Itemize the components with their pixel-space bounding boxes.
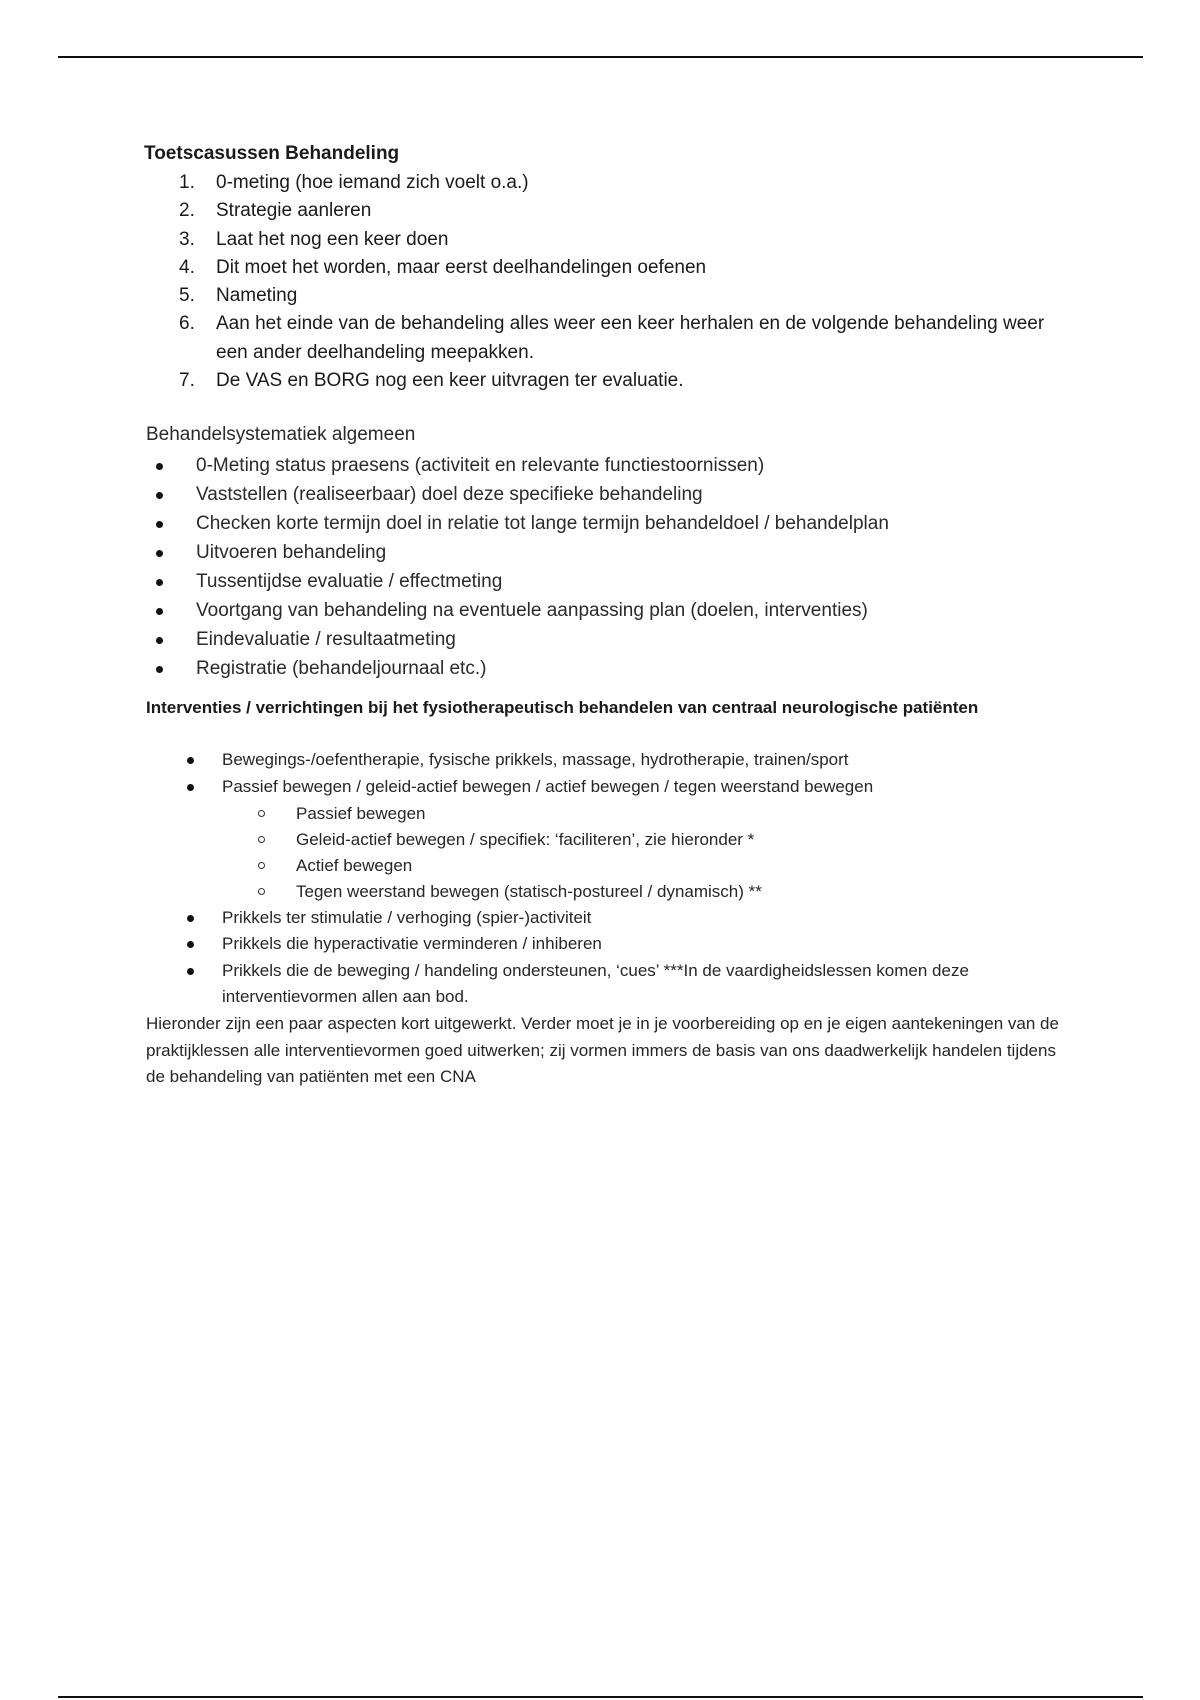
list-item <box>144 169 1064 197</box>
list-item <box>144 596 1064 625</box>
bullet-icon <box>187 784 194 791</box>
sub-list-item <box>220 853 1064 879</box>
circle-bullet-icon <box>258 862 265 869</box>
list-item <box>144 905 1064 932</box>
list-item-text: Strategie aanleren <box>216 200 372 222</box>
section-title-toetscasussen: Toetscasussen Behandeling <box>144 143 400 164</box>
document-body <box>144 142 1064 1091</box>
list-item <box>144 282 1064 310</box>
list-item <box>144 625 1064 654</box>
closing-paragraph: Hieronder zijn een paar aspecten kort uitgewerkt. Verder moet je in je voorbereiding op en je eigen aantekeningen van de praktijklessen alle interventievormen goed uitwerken; zij vormen immers de basis van ons daadwerkelijk handelen tijdens de behandeling van patiënten met een CNA <box>146 1013 1059 1087</box>
list-item-text: Aan het einde van de behandeling alles weer een keer herhalen en de volgende behandeling weer een ander deelhandeling meepakken. <box>216 313 1045 363</box>
section-title-interventies: Interventies / verrichtingen bij het fysiotherapeutisch behandelen van centraal neurologische patiënten <box>146 698 979 718</box>
list-item <box>144 654 1064 683</box>
list-item-text: 0-meting (hoe iemand zich voelt o.a.) <box>216 172 529 193</box>
sub-list-item-text: Tegen weerstand bewegen (statisch-postureel / dynamisch) ** <box>296 881 762 901</box>
bullet-icon <box>187 915 194 922</box>
list-item <box>144 310 1064 367</box>
sub-list-item-text: Geleid-actief bewegen / specifiek: ‘faciliteren’, zie hieronder * <box>296 829 755 849</box>
numbered-list <box>144 169 1064 395</box>
sub-bullet-list <box>222 801 1064 905</box>
list-item <box>144 931 1064 958</box>
list-item-text: Prikkels die hyperactivatie verminderen / inhiberen <box>222 934 602 954</box>
bullet-icon <box>156 608 163 615</box>
list-item <box>144 226 1064 254</box>
list-item <box>144 509 1064 538</box>
circle-bullet-icon <box>258 810 265 817</box>
list-number: 6. <box>179 313 195 335</box>
list-item-text: Prikkels die de beweging / handeling ondersteunen, ‘cues’ ***In de vaardigheidslessen komen deze interventievormen allen aan bod. <box>222 960 969 1007</box>
bullet-icon <box>156 637 163 644</box>
bullet-icon <box>156 463 163 470</box>
list-number: 2. <box>179 200 195 222</box>
list-item-text: Dit moet het worden, maar eerst deelhandelingen oefenen <box>216 256 707 278</box>
list-item <box>144 567 1064 596</box>
bullet-list <box>144 451 1064 683</box>
section-interventies <box>144 697 1064 1090</box>
bullet-icon <box>156 550 163 557</box>
bullet-icon <box>156 579 163 586</box>
bullet-icon <box>187 941 194 948</box>
list-number: 7. <box>179 370 195 392</box>
list-item-text: Registratie (behandeljournaal etc.) <box>196 658 487 680</box>
list-number: 4. <box>179 256 195 278</box>
sub-list-item-text: Passief bewegen <box>296 803 426 823</box>
list-item-text: Prikkels ter stimulatie / verhoging (spier-)activiteit <box>222 907 592 927</box>
list-item <box>144 747 1064 774</box>
list-item-text: Laat het nog een keer doen <box>216 228 449 250</box>
list-item-text: Eindevaluatie / resultaatmeting <box>196 629 456 651</box>
list-number: 1. <box>179 172 195 193</box>
list-item <box>144 958 1064 1011</box>
bullet-icon <box>187 968 194 975</box>
circle-bullet-icon <box>258 836 265 843</box>
list-item-text: Passief bewegen / geleid-actief bewegen / actief bewegen / tegen weerstand bewegen <box>222 776 874 796</box>
list-item <box>144 538 1064 567</box>
list-item-text: De VAS en BORG nog een keer uitvragen ter evaluatie. <box>216 370 684 392</box>
list-item <box>144 480 1064 509</box>
sub-list-item <box>220 801 1064 827</box>
sub-list-item <box>220 879 1064 905</box>
list-item <box>144 367 1064 395</box>
list-item-text: Voortgang van behandeling na eventuele aanpassing plan (doelen, interventies) <box>196 600 868 622</box>
sub-list-item-text: Actief bewegen <box>296 855 413 875</box>
list-item <box>144 254 1064 282</box>
bullet-icon <box>156 492 163 499</box>
bullet-icon <box>156 521 163 528</box>
list-item-text: Bewegings-/oefentherapie, fysische prikkels, massage, hydrotherapie, trainen/sport <box>222 750 849 770</box>
circle-bullet-icon <box>258 888 265 895</box>
list-item-text: Tussentijdse evaluatie / effectmeting <box>196 571 503 593</box>
bullet-icon <box>187 757 194 764</box>
section-title-behandelsystematiek: Behandelsystematiek algemeen <box>146 424 416 446</box>
list-item <box>144 451 1064 480</box>
top-rule <box>58 56 1143 58</box>
list-item-text: Checken korte termijn doel in relatie tot lange termijn behandeldoel / behandelplan <box>196 513 889 535</box>
list-item-text: Nameting <box>216 285 298 307</box>
bullet-list <box>144 747 1064 1011</box>
list-number: 5. <box>179 285 195 307</box>
list-item <box>144 197 1064 225</box>
list-item-text: Vaststellen (realiseerbaar) doel deze specifieke behandeling <box>196 484 703 506</box>
sub-list-item <box>220 827 1064 853</box>
list-number: 3. <box>179 228 195 250</box>
section-behandelsystematiek <box>144 423 1064 683</box>
list-item-text: Uitvoeren behandeling <box>196 542 387 564</box>
bullet-icon <box>156 666 163 673</box>
bottom-rule <box>58 1696 1143 1698</box>
list-item-text: 0-Meting status praesens (activiteit en relevante functiestoornissen) <box>196 455 765 477</box>
list-item <box>144 774 1064 905</box>
